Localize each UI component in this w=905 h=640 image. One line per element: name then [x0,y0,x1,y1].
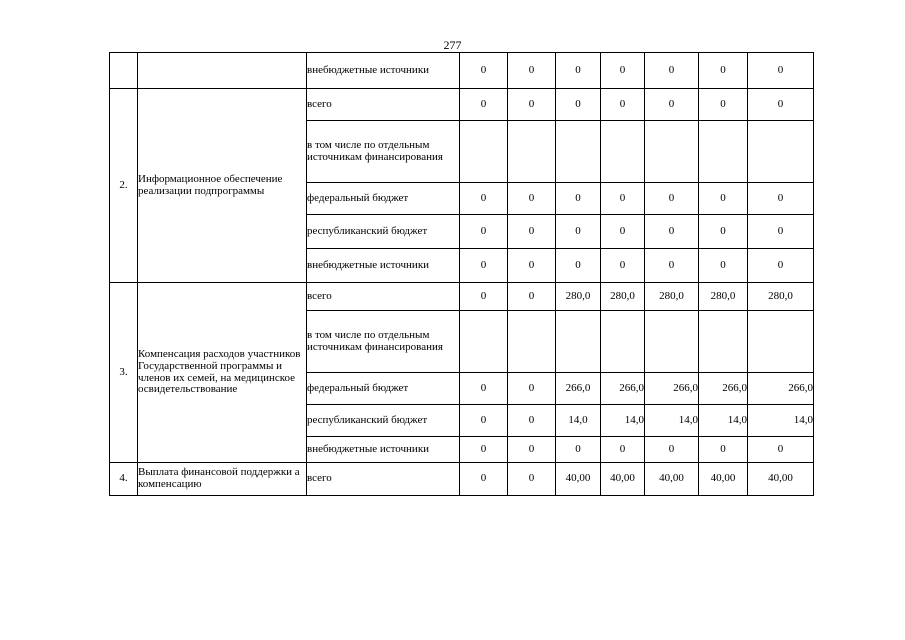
row-number-cell: 3. [110,283,138,463]
value-cell: 280,0 [748,283,814,311]
value-cell: 0 [601,437,645,463]
value-cell: 0 [699,183,748,215]
table-row [110,283,814,311]
value-cell: 0 [699,249,748,283]
value-cell: 0 [699,437,748,463]
row-number-cell: 2. [110,89,138,283]
value-cell: 40,00 [699,463,748,496]
value-cell: 0 [645,183,699,215]
source-cell: федеральный бюджет [307,373,460,405]
value-cell: 266,0 [645,373,699,405]
value-cell [460,311,508,373]
value-cell: 0 [556,53,601,89]
value-cell: 0 [460,283,508,311]
value-cell: 0 [556,437,601,463]
value-cell: 0 [508,53,556,89]
value-cell: 0 [460,53,508,89]
source-cell: в том числе по отдельным источникам финансирования [307,121,460,183]
value-cell [699,311,748,373]
value-cell: 0 [460,405,508,437]
value-cell: 14,0 [748,405,814,437]
value-cell: 0 [699,53,748,89]
value-cell: 0 [460,437,508,463]
value-cell: 0 [508,89,556,121]
activity-name-cell [138,53,307,89]
activity-name-cell: Информационное обеспечение реализации подпрограммы [138,89,307,283]
value-cell: 0 [508,283,556,311]
value-cell: 0 [508,373,556,405]
value-cell: 0 [460,183,508,215]
value-cell: 40,00 [601,463,645,496]
value-cell: 40,00 [556,463,601,496]
source-cell: внебюджетные источники [307,249,460,283]
value-cell: 0 [699,89,748,121]
source-cell: в том числе по отдельным источникам финансирования [307,311,460,373]
activity-name-cell: Компенсация расходов участников Государственной программы и членов их семей, на медицинское освидетельствование [138,283,307,463]
value-cell: 0 [601,89,645,121]
page-number: 277 [443,38,462,52]
value-cell: 280,0 [645,283,699,311]
value-cell: 0 [748,249,814,283]
value-cell: 0 [460,249,508,283]
value-cell: 280,0 [601,283,645,311]
value-cell: 0 [699,215,748,249]
value-cell: 0 [556,249,601,283]
table-row [110,463,814,496]
budget-table [109,52,814,496]
value-cell: 0 [460,215,508,249]
value-cell: 0 [748,53,814,89]
value-cell: 266,0 [699,373,748,405]
value-cell: 0 [601,215,645,249]
value-cell [645,121,699,183]
value-cell [748,311,814,373]
value-cell: 0 [645,215,699,249]
value-cell: 0 [645,249,699,283]
row-number-cell [110,53,138,89]
value-cell: 0 [645,89,699,121]
value-cell [748,121,814,183]
source-cell: федеральный бюджет [307,183,460,215]
table-row [110,53,814,89]
source-cell: всего [307,463,460,496]
source-cell: республиканский бюджет [307,405,460,437]
value-cell: 0 [508,249,556,283]
value-cell [508,311,556,373]
activity-name-cell: Выплата финансовой поддержки а компенсацию [138,463,307,496]
value-cell: 14,0 [699,405,748,437]
value-cell [508,121,556,183]
value-cell [601,121,645,183]
value-cell: 14,0 [601,405,645,437]
value-cell: 0 [601,249,645,283]
value-cell: 0 [748,215,814,249]
value-cell: 14,0 [556,405,601,437]
value-cell [556,121,601,183]
value-cell: 266,0 [601,373,645,405]
value-cell: 0 [460,463,508,496]
row-number-cell: 4. [110,463,138,496]
source-cell: всего [307,89,460,121]
value-cell: 280,0 [556,283,601,311]
value-cell: 0 [748,89,814,121]
value-cell: 0 [556,215,601,249]
value-cell: 0 [508,405,556,437]
value-cell: 0 [460,373,508,405]
table-row [110,89,814,121]
value-cell: 14,0 [645,405,699,437]
value-cell [601,311,645,373]
value-cell: 0 [508,437,556,463]
value-cell: 0 [556,183,601,215]
source-cell: внебюджетные источники [307,53,460,89]
value-cell: 0 [508,215,556,249]
value-cell: 266,0 [556,373,601,405]
value-cell: 266,0 [748,373,814,405]
value-cell [460,121,508,183]
value-cell: 40,00 [645,463,699,496]
value-cell: 0 [508,463,556,496]
value-cell: 0 [748,437,814,463]
value-cell: 280,0 [699,283,748,311]
value-cell: 0 [460,89,508,121]
value-cell [556,311,601,373]
value-cell [645,311,699,373]
value-cell: 0 [748,183,814,215]
value-cell: 0 [645,53,699,89]
value-cell [699,121,748,183]
value-cell: 0 [556,89,601,121]
source-cell: республиканский бюджет [307,215,460,249]
value-cell: 0 [601,183,645,215]
source-cell: внебюджетные источники [307,437,460,463]
value-cell: 0 [601,53,645,89]
value-cell: 0 [508,183,556,215]
source-cell: всего [307,283,460,311]
value-cell: 0 [645,437,699,463]
value-cell: 40,00 [748,463,814,496]
